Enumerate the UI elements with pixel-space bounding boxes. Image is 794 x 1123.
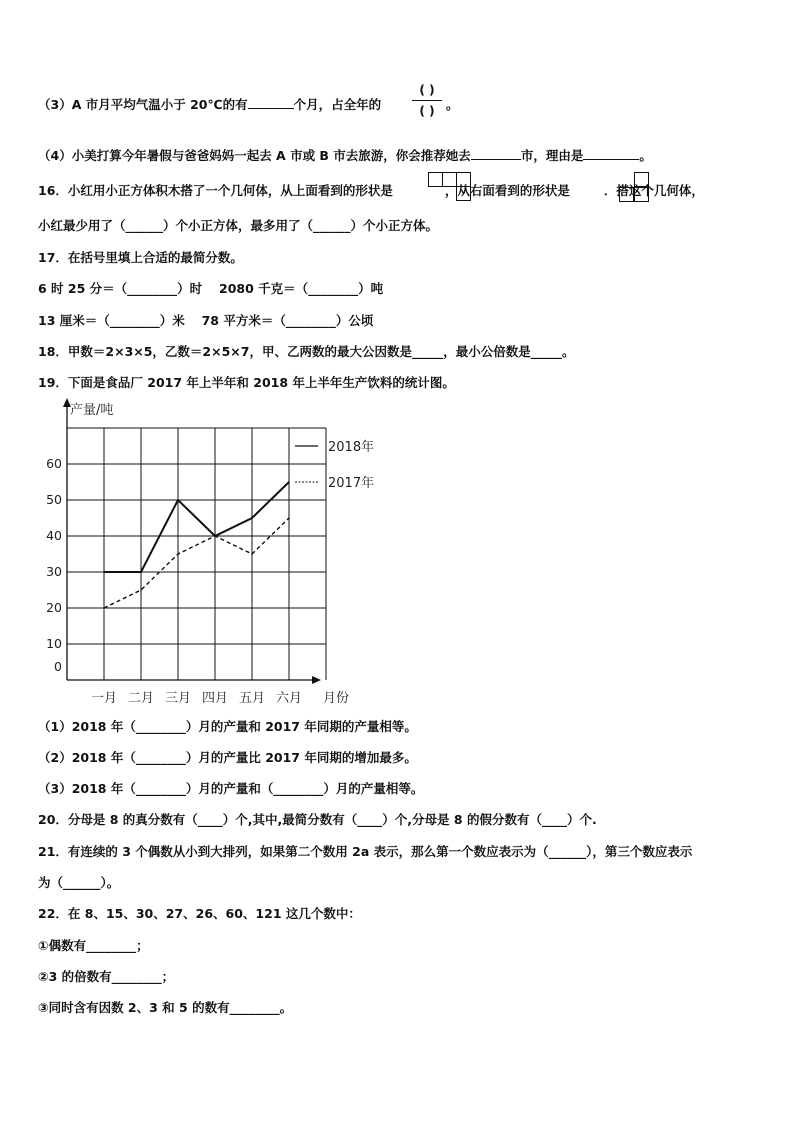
data-point — [288, 481, 290, 483]
production-line-chart — [0, 395, 420, 710]
y-tick-label: 10 — [46, 636, 62, 651]
x-tick-labels — [91, 691, 302, 706]
q22-item2: ②3 的倍数有________； — [38, 969, 175, 984]
y-tick-label: 40 — [46, 528, 62, 543]
q15-part3 — [38, 96, 381, 114]
answer-blank[interactable] — [248, 96, 294, 109]
y-tick-labels — [46, 456, 62, 674]
q16-line1 — [38, 182, 704, 200]
q16-text-b: ，从右面看到的形状是 — [444, 183, 570, 198]
chart-legend — [295, 439, 374, 491]
data-point — [177, 499, 179, 501]
fraction-bar — [412, 100, 442, 101]
data-point — [103, 607, 105, 609]
q22-item1: ①偶数有________； — [38, 938, 149, 953]
q22-title: 22．在 8、15、30、27、26、60、121 这几个数中： — [38, 906, 361, 921]
chart-axes — [63, 398, 321, 684]
q15-part4-end: 。 — [639, 148, 652, 163]
q19-sub3: （3）2018 年（________）月的产量和（________）月的产量相等。 — [38, 781, 424, 796]
q15-part4-text: （4）小美打算今年暑假与爸爸妈妈一起去 A 市或 B 市去旅游，你会推荐她去 — [38, 148, 471, 163]
legend-label: 2017年 — [328, 476, 375, 491]
q15-part3-text: （3）A 市月平均气温小于 20℃的有 — [38, 97, 248, 112]
q21-line1: 21．有连续的 3 个偶数从小到大排列，如果第二个数用 2a 表示，那么第一个数应表示为（______），第三个数应表示 — [38, 844, 693, 859]
x-tick-label: 二月 — [127, 691, 155, 706]
q15-part3-text2: 个月，占全年的 — [293, 97, 382, 112]
q22-item3: ③同时含有因数 2、3 和 5 的数有________。 — [38, 1000, 293, 1015]
y-axis-label: 产量/吨 — [70, 403, 114, 418]
q19-sub1: （1）2018 年（________）月的产量和 2017 年同期的产量相等。 — [38, 719, 417, 734]
q15-part4 — [38, 147, 652, 165]
q16-line2: 小红最少用了（______）个小正方体，最多用了（______）个小正方体。 — [38, 218, 439, 233]
q21-line2: 为（______）。 — [38, 875, 120, 890]
x-tick-label: 六月 — [275, 691, 303, 706]
q19-sub2: （2）2018 年（________）月的产量比 2017 年同期的增加最多。 — [38, 750, 417, 765]
x-tick-label: 四月 — [201, 691, 229, 706]
series-line-2018年 — [104, 482, 289, 572]
series-line-2017年 — [104, 518, 289, 608]
q18-text: 18．甲数＝2×3×5，乙数＝2×5×7，甲、乙两数的最大公因数是_____，最小公倍数是_____。 — [38, 344, 575, 359]
data-point — [251, 553, 253, 555]
answer-blank[interactable] — [583, 147, 639, 160]
data-point — [177, 553, 179, 555]
x-tick-label: 五月 — [238, 691, 266, 706]
q15-part4-text2: 市，理由是 — [520, 148, 584, 163]
q17-row2: 13 厘米＝（________）米 78 平方米＝（________）公顷 — [38, 313, 374, 328]
y-tick-label: 30 — [46, 564, 62, 579]
q19-title: 19．下面是食品厂 2017 年上半年和 2018 年上半年生产饮料的统计图。 — [38, 375, 455, 390]
data-point — [214, 535, 216, 537]
x-axis-arrow — [312, 676, 321, 684]
y-tick-label: 0 — [54, 659, 62, 674]
legend-label: 2018年 — [328, 440, 375, 455]
q16-text-a: 16．小红用小正方体积木搭了一个几何体，从上面看到的形状是 — [38, 183, 393, 198]
x-axis-label: 月份 — [323, 691, 350, 706]
data-point — [140, 589, 142, 591]
fraction-numerator: ( ) — [419, 83, 435, 97]
y-tick-label: 20 — [46, 600, 62, 615]
chart-grid — [67, 428, 326, 680]
fraction-denominator: ( ) — [419, 104, 435, 118]
q15-part3-end: 。 — [446, 97, 459, 112]
q17-row1: 6 时 25 分＝（________）时 2080 千克＝（________）吨 — [38, 281, 384, 296]
x-tick-label: 一月 — [90, 691, 118, 706]
q17-title: 17．在括号里填上合适的最简分数。 — [38, 250, 243, 265]
y-tick-label: 60 — [46, 456, 62, 471]
y-tick-label: 50 — [46, 492, 62, 507]
data-point — [251, 517, 253, 519]
data-point — [103, 571, 105, 573]
x-tick-label: 三月 — [164, 691, 192, 706]
q16-text-c: ．搭这个几何体， — [603, 183, 704, 198]
data-point — [140, 571, 142, 573]
fraction-blank[interactable] — [412, 82, 442, 119]
answer-blank[interactable] — [471, 147, 521, 160]
data-point — [288, 517, 290, 519]
q20-text: 20．分母是 8 的真分数有（____）个,其中,最简分数有（____）个,分母是 8 的假分数有（____）个. — [38, 812, 597, 827]
